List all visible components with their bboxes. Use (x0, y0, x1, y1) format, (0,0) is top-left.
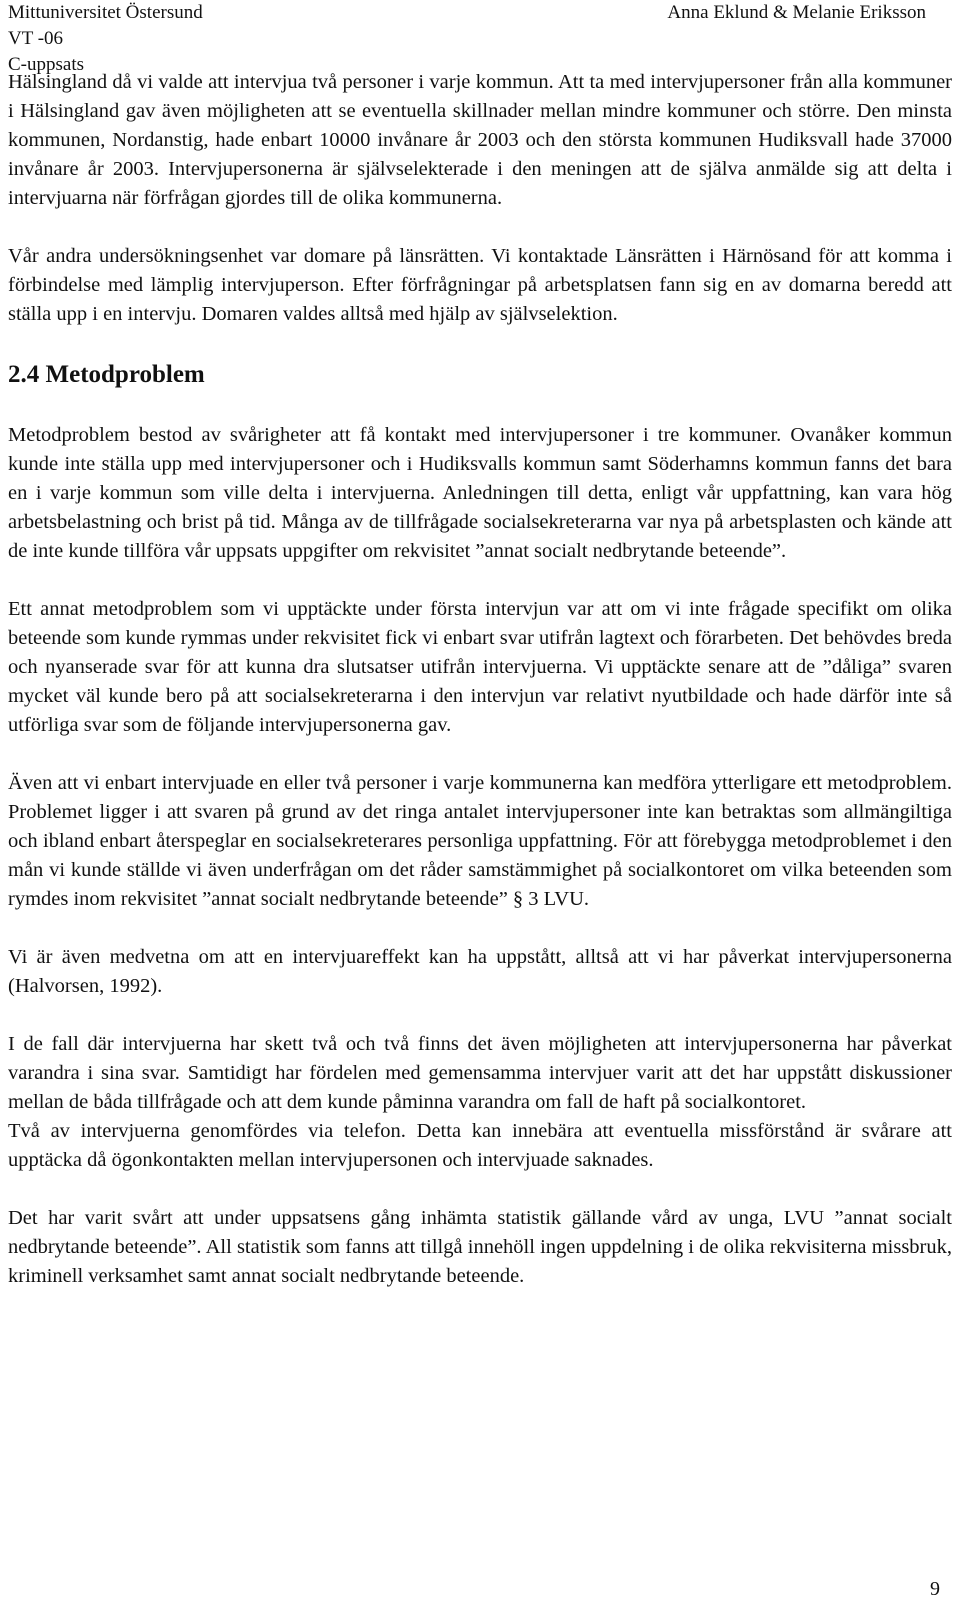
paragraph-7: I de fall där intervjuerna har skett två och två finns det även möjligheten att intervjupersonerna har påverkat varandra i sina svar. Samtidigt har fördelen med gemensamma intervjuer varit att det har uppstått diskussioner mellan de båda tillfrågade och att dem kunde påminna varandra om fall de haft på socialkontoret. (8, 1033, 952, 1113)
header-authors: Anna Eklund & Melanie Eriksson (667, 2, 926, 23)
paragraph-4: Ett annat metodproblem som vi upptäckte under första intervjun var att om vi inte frågade specifikt om olika beteende som kunde rymmas under rekvisitet fick vi enbart svar utifrån lagtext och förarbeten. Det behövdes breda och nyanserade svar för att kunna dra slutsatser utifrån intervjuerna. Vi upptäckte senare att de ”dåliga” svaren mycket väl kunde bero på att socialsekreterarna i den intervjun var relativt nyutbildade och hade därför inte så utförliga svar som de följande intervjupersonerna gav. (8, 598, 952, 736)
paragraph-5: Även att vi enbart intervjuade en eller två personer i varje kommunerna kan medföra ytterligare ett metodproblem. Problemet ligger i att svaren på grund av det ringa antalet intervjupersoner inte kan betraktas som allmängiltiga och ibland enbart återspeglar en socialsekreterares personliga uppfattning. För att förebygga metodproblemet i den mån vi kunde ställde vi även underfrågan om det råder samstämmighet på socialkontoret om vilka beteenden som rymdes inom rekvisitet ”annat socialt nedbrytande beteende” § 3 LVU. (8, 772, 952, 910)
page-header (8, 0, 952, 78)
page-number: 9 (930, 1578, 940, 1600)
paragraph-8: Två av intervjuerna genomfördes via telefon. Detta kan innebära att eventuella missförstånd är svårare att upptäcka då ögonkontakten mellan intervjupersonen och intervjuade saknades. (8, 1120, 952, 1171)
header-doc-type: C-uppsats (8, 54, 84, 75)
paragraph-9: Det har varit svårt att under uppsatsens gång inhämta statistik gällande vård av unga, LVU ”annat socialt nedbrytande beteende”. All statistik som fanns att tillgå innehöll ingen uppdelning i de olika rekvisiterna missbruk, kriminell verksamhet samt annat socialt nedbrytande beteende. (8, 1207, 952, 1287)
section-heading: 2.4 Metodproblem (8, 361, 205, 388)
header-term: VT -06 (8, 28, 64, 49)
paragraph-2: Vår andra undersökningsenhet var domare på länsrätten. Vi kontaktade Länsrätten i Härnösand för att komma i förbindelse med lämplig intervjuperson. Efter förfrågningar på arbetsplatsen fann sig en av domarna beredd att ställa upp i en intervju. Domaren valdes alltså med hjälp av självselektion. (8, 245, 952, 325)
paragraph-6: Vi är även medvetna om att en intervjuareffekt kan ha uppstått, alltså att vi har påverkat intervjupersonerna (Halvorsen, 1992). (8, 946, 952, 997)
paragraph-1: Hälsingland då vi valde att intervjua två personer i varje kommun. Att ta med intervjupersoner från alla kommuner i Hälsingland gav även möjligheten att se eventuella skillnader mellan mindre kommuner och större. Den minsta kommunen, Nordanstig, hade enbart 10000 invånare år 2003 och den största kommunen Hudiksvall hade 37000 invånare år 2003. Intervjupersonerna är självselekterade i den meningen att de själva anmälde sig att delta i intervjuarna när förfrågan gjordes till de olika kommunerna. (8, 71, 952, 209)
document-body (8, 68, 952, 1320)
header-left (8, 0, 203, 78)
header-university: Mittuniversitet Östersund (8, 2, 203, 23)
paragraph-3: Metodproblem bestod av svårigheter att få kontakt med intervjupersoner i tre kommuner. Ovanåker kommun kunde inte ställa upp med intervjupersoner och i Hudiksvalls kommun samt Söderhamns kommun fanns det bara en i varje kommun som ville delta i intervjuerna. Anledningen till detta, enligt vår uppfattning, kan vara hög arbetsbelastning och brist på tid. Många av de tillfrågade socialsekreterarna var nya på arbetsplasten och kände att de inte kunde tillföra vår uppsats uppgifter om rekvisitet ”annat socialt nedbrytande beteende”. (8, 424, 952, 562)
